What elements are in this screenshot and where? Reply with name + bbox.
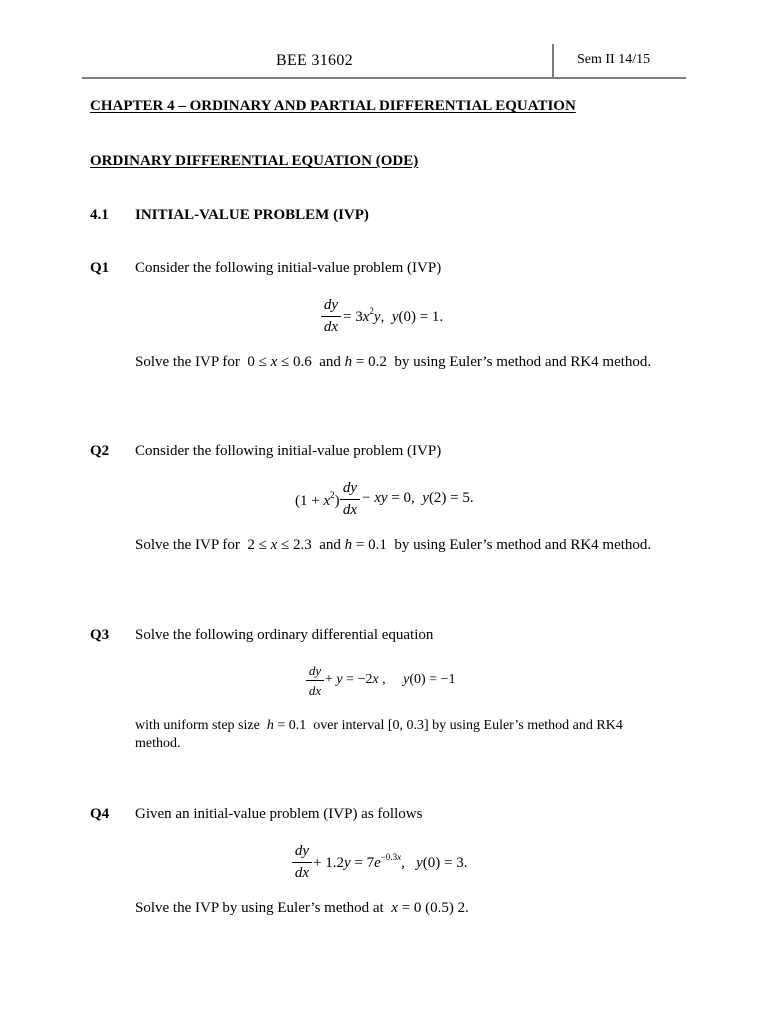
q2-equation-right: − xy = 0, y(2) = 5.	[362, 490, 474, 506]
step-size-expression: h = 0.2	[344, 354, 391, 370]
instruction-text: and	[319, 354, 341, 370]
section-title: INITIAL-VALUE PROBLEM (IVP)	[135, 207, 369, 223]
instruction-text: Solve the IVP for	[135, 537, 240, 553]
semester-label: Sem II 14/15	[577, 52, 651, 67]
header-vertical-divider	[552, 44, 554, 77]
instruction-text: with uniform step size	[135, 718, 260, 733]
q3-equation: + y = −2x , y(0) = −1	[325, 672, 456, 687]
instruction-text: Solve the IVP by using Euler’s method at	[135, 900, 384, 916]
q2-equation-left: $(1 + x^2)$	[295, 490, 340, 509]
question-number: Q2	[90, 443, 110, 459]
derivative-fraction: dy dx	[321, 298, 341, 335]
question-prompt: Consider the following initial-value problem (IVP)	[135, 443, 442, 459]
q3-instruction-line2: method.	[135, 736, 181, 751]
q4-equation: + $1.2y = 7e^{-0.3x}$, y(0) = 3.	[313, 852, 468, 871]
range-expression: 0 ≤ x ≤ 0.6	[243, 354, 316, 370]
derivative-fraction: dy dx	[340, 481, 360, 518]
range-expression: 2 ≤ x ≤ 2.3	[243, 537, 316, 553]
question-prompt: Consider the following initial-value problem (IVP)	[135, 260, 442, 276]
instruction-text: by using Euler’s method and RK4 method.	[394, 354, 652, 370]
step-size-expression: h = 0.1	[344, 537, 391, 553]
derivative-fraction: dy dx	[292, 844, 312, 881]
instruction-text: over interval [0, 0.3] by using Euler’s method and RK4	[313, 718, 623, 733]
ode-subheading: ORDINARY DIFFERENTIAL EQUATION (ODE)	[90, 153, 419, 169]
q4-instruction	[135, 900, 469, 917]
question-number: Q1	[90, 260, 110, 276]
derivative-fraction: dy dx	[306, 664, 324, 697]
q3-instruction-line1	[135, 718, 623, 734]
question-prompt: Given an initial-value problem (IVP) as follows	[135, 806, 423, 822]
section-number: 4.1	[90, 207, 109, 223]
q1-equation: = $3x^2y$, y(0) = 1.	[343, 306, 444, 325]
question-prompt: Solve the following ordinary differential equation	[135, 627, 434, 643]
instruction-text: Solve the IVP for	[135, 354, 240, 370]
chapter-title: CHAPTER 4 – ORDINARY AND PARTIAL DIFFERENTIAL EQUATION	[90, 98, 576, 114]
question-number: Q3	[90, 627, 110, 643]
instruction-text: by using Euler’s method and RK4 method.	[394, 537, 652, 553]
question-number: Q4	[90, 806, 110, 822]
q2-instruction	[135, 537, 651, 554]
q1-instruction	[135, 354, 651, 371]
interval-expression: x = 0 (0.5) 2.	[391, 900, 469, 916]
step-size-expression: h = 0.1	[266, 718, 310, 733]
header-rule	[82, 77, 686, 79]
course-code: BEE 31602	[276, 52, 353, 69]
instruction-text: and	[319, 537, 341, 553]
